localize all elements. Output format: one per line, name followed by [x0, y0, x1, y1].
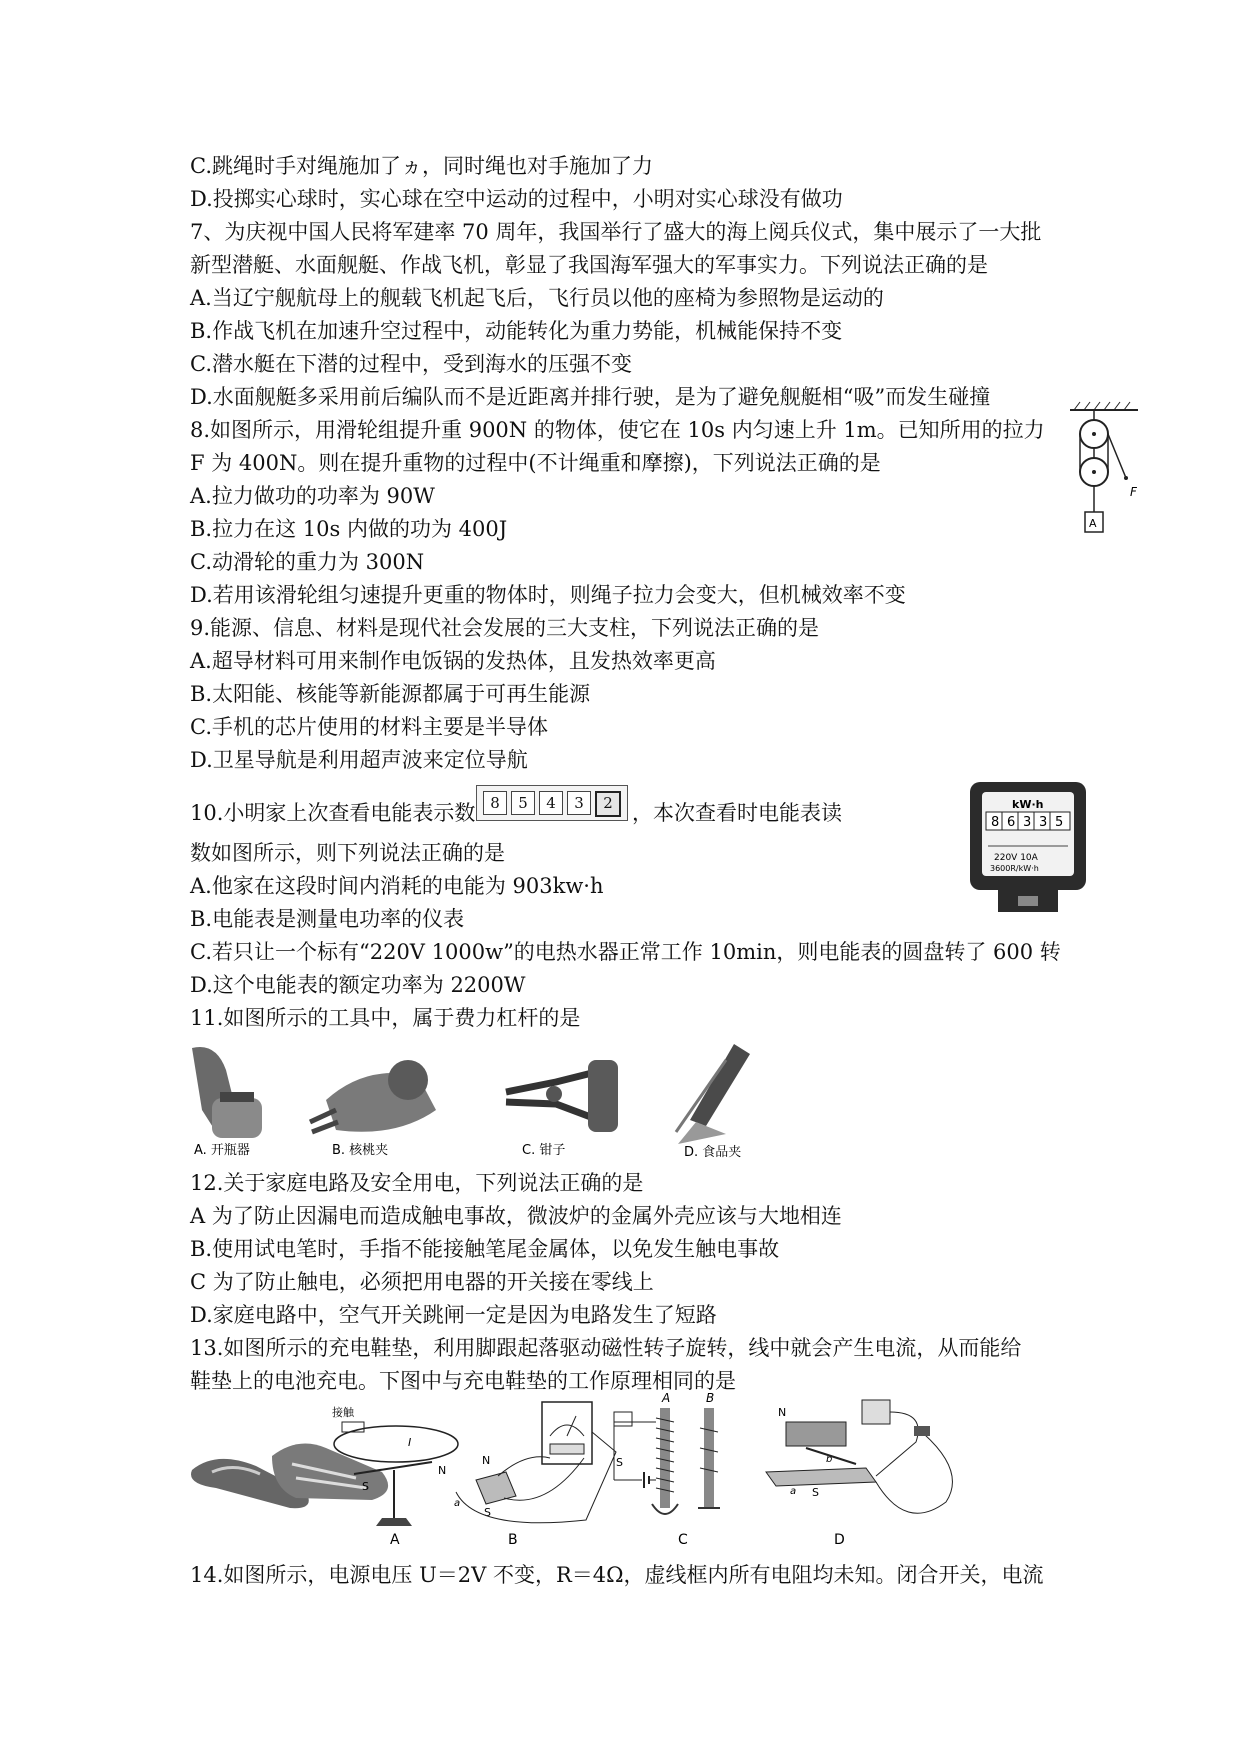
q12-option-b: B.使用试电笔时，手指不能接触笔尾金属体，以免发生触电事故	[190, 1237, 780, 1261]
q9-option-d: D.卫星导航是利用超声波来定位导航	[190, 748, 528, 772]
bottle-opener-image	[192, 1047, 262, 1138]
q8-stem-line1: 8.如图所示，用滑轮组提升重 900N 的物体，使它在 10s 内匀速上升 1m。已知所用的拉力	[190, 418, 1045, 442]
d-s-label: S	[812, 1486, 819, 1499]
d-a-label: a	[790, 1486, 797, 1497]
q10-option-c: C.若只让一个标有“220V 1000w”的电热水器正常工作 10min，则电能表的圆盘转了 600 转	[190, 940, 1061, 964]
q9-option-a: A.超导材料可用来制作电饭锅的发热体，且发热效率更高	[190, 649, 716, 673]
d-n-label: N	[778, 1406, 787, 1419]
option-a-caption: A	[390, 1532, 400, 1548]
ceiling	[1070, 402, 1138, 410]
meter-digit: 8	[991, 815, 1000, 830]
q12-option-a: A 为了防止因漏电而造成触电事故，微波炉的金属外壳应该与大地相连	[190, 1204, 842, 1228]
q13-stem-line1: 13.如图所示的充电鞋垫，利用脚跟起落驱动磁性转子旋转，线中就会产生电流，从而能给	[190, 1336, 1022, 1360]
prev-digit-decimal: 2	[595, 791, 621, 817]
nutcracker-image	[310, 1060, 436, 1132]
q8-option-d: D.若用该滑轮组匀速提升更重的物体时，则绳子拉力会变大，但机械效率不变	[190, 583, 906, 607]
meter-spec-line2: 3600R/kW·h	[990, 864, 1039, 873]
option-c-caption: C	[678, 1532, 688, 1548]
q7-option-a: A.当辽宁舰航母上的舰载飞机起飞后，飞行员以他的座椅为参照物是运动的	[190, 286, 884, 310]
option-c-electromagnet-diagram	[614, 1392, 720, 1514]
q10-option-a: A.他家在这段时间内消耗的电能为 903kw·h	[190, 874, 604, 898]
a-n-label: N	[438, 1464, 447, 1477]
prev-digit: 3	[567, 791, 591, 815]
tool-caption-d: D. 食品夹	[684, 1145, 742, 1160]
pliers-image	[506, 1060, 618, 1132]
tool-caption-c: C. 钳子	[522, 1143, 566, 1158]
load-label: A	[1089, 517, 1097, 530]
electricity-meter-figure	[968, 780, 1088, 915]
q13-stem-line2: 鞋垫上的电池充电。下图中与充电鞋垫的工作原理相同的是	[190, 1369, 736, 1393]
q12-option-d: D.家庭电路中，空气开关跳闸一定是因为电路发生了短路	[190, 1303, 717, 1327]
q12-option-c: C 为了防止触电，必须把用电器的开关接在零线上	[190, 1270, 654, 1294]
q7-option-d: D.水面舰艇多采用前后编队而不是近距离并排行驶，是为了避免舰艇相“吸”而发生碰撞	[190, 385, 991, 409]
c-switch-label: S	[616, 1456, 623, 1469]
previous-meter-reading	[476, 785, 628, 821]
q10-stem-part1: 10.小明家上次查看电能表示数	[190, 801, 476, 825]
b-s-label: S	[484, 1506, 491, 1519]
prev-digit: 5	[511, 791, 535, 815]
meter-digit: 3	[1023, 815, 1032, 830]
meter-digit: 3	[1039, 815, 1048, 830]
c-b-label: B	[706, 1392, 715, 1405]
q8-option-b: B.拉力在这 10s 内做的功为 400J	[190, 517, 508, 541]
q9-stem: 9.能源、信息、材料是现代社会发展的三大支柱，下列说法正确的是	[190, 616, 820, 640]
q6-option-c: C.跳绳时手对绳施加了ヵ，同时绳也对手施加了力	[190, 154, 653, 178]
force-label: F	[1130, 485, 1137, 499]
q12-stem: 12.关于家庭电路及安全用电，下列说法正确的是	[190, 1171, 644, 1195]
q10-option-b: B.电能表是测量电功率的仪表	[190, 907, 465, 931]
q10-option-d: D.这个电能表的额定功率为 2200W	[190, 973, 526, 997]
tool-caption-a: A. 开瓶器	[194, 1143, 250, 1158]
option-b-generator-diagram	[454, 1402, 616, 1523]
q9-option-c: C.手机的芯片使用的材料主要是半导体	[190, 715, 548, 739]
q7-stem-line2: 新型潜艇、水面舰艇、作战飞机，彰显了我国海军强大的军事实力。下列说法正确的是	[190, 253, 988, 277]
q14-stem-line1: 14.如图所示，电源电压 U＝2V 不变，R＝4Ω，虚线框内所有电阻均未知。闭合开关，电流	[190, 1563, 1044, 1587]
q8-option-c: C.动滑轮的重力为 300N	[190, 550, 425, 574]
meter-unit: kW·h	[1012, 798, 1044, 811]
q6-option-d: D.投掷实心球时，实心球在空中运动的过程中，小明对实心球没有做功	[190, 187, 843, 211]
q7-option-c: C.潜水艇在下潜的过程中，受到海水的压强不变	[190, 352, 632, 376]
q11-stem: 11.如图所示的工具中，属于费力杠杆的是	[190, 1006, 581, 1030]
q7-stem-line1: 7、为庆视中国人民将军建率 70 周年，我国举行了盛大的海上阅兵仪式，集中展示了一大批	[190, 220, 1042, 244]
c-a-label: A	[662, 1392, 671, 1405]
a-s-label: S	[362, 1480, 369, 1493]
q8-option-a: A.拉力做功的功率为 90W	[190, 484, 435, 508]
q10-stem-line2: 数如图所示，则下列说法正确的是	[190, 841, 505, 865]
meter-spec-line1: 220V 10A	[994, 853, 1038, 863]
prev-digit: 4	[539, 791, 563, 815]
a-current-label: I	[408, 1436, 412, 1449]
food-tongs-image	[676, 1044, 750, 1144]
q8-stem-line2: F 为 400N。则在提升重物的过程中(不计绳重和摩擦)，下列说法正确的是	[190, 451, 881, 475]
pulley-figure	[1068, 400, 1148, 545]
lever-tools-figure	[186, 1040, 846, 1162]
pull-rope	[1108, 434, 1126, 478]
q13-figure	[186, 1392, 1036, 1548]
option-d-motor-diagram	[766, 1400, 952, 1513]
d-b-label: b	[826, 1454, 833, 1465]
tool-caption-b: B. 核桃夹	[332, 1143, 389, 1158]
meter-digit-decimal: 5	[1055, 815, 1064, 830]
prev-digit: 8	[483, 791, 507, 815]
b-a-label: a	[454, 1498, 461, 1509]
q9-option-b: B.太阳能、核能等新能源都属于可再生能源	[190, 682, 591, 706]
meter-digit: 6	[1007, 815, 1016, 830]
option-b-caption: B	[508, 1532, 518, 1548]
b-n-label: N	[482, 1454, 491, 1467]
q10-stem-part2: ，本次查看时电能表读	[632, 801, 842, 825]
a-contact-label: 接触	[332, 1406, 354, 1419]
option-d-caption: D	[834, 1532, 845, 1548]
q7-option-b: B.作战飞机在加速升空过程中，动能转化为重力势能，机械能保持不变	[190, 319, 843, 343]
